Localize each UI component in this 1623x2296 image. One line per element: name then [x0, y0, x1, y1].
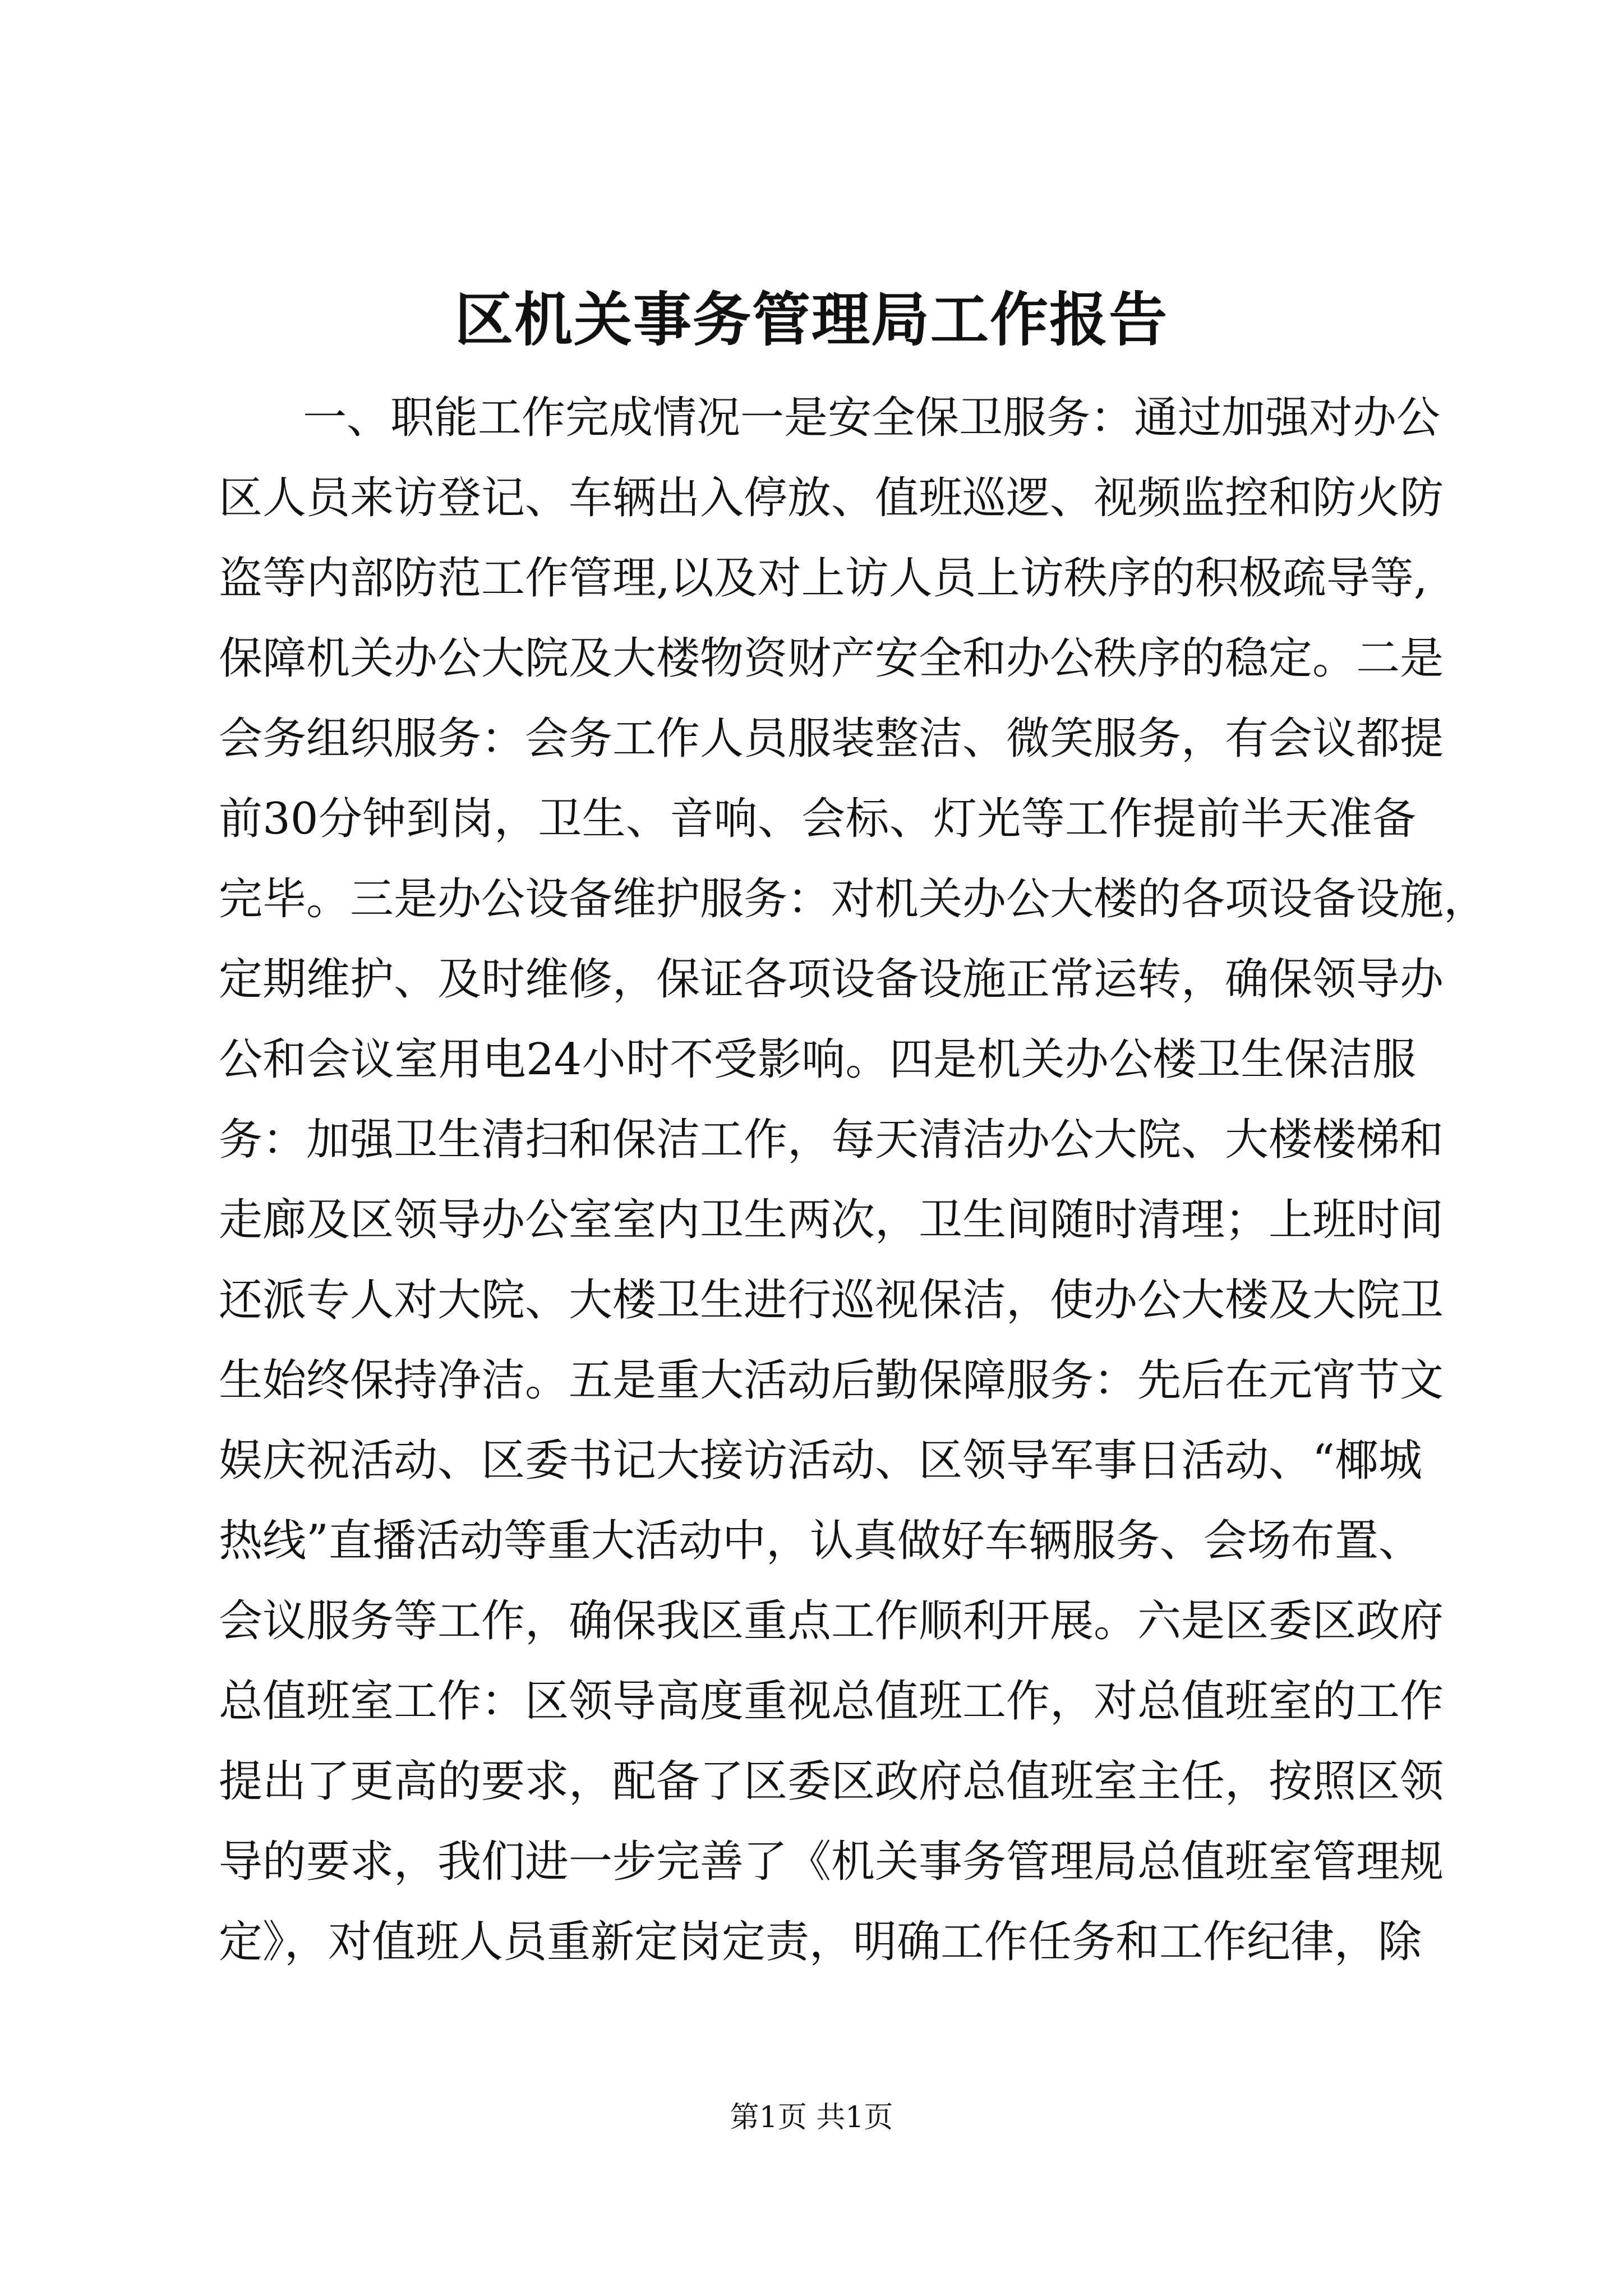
- body-line: 还派专人对大院、大楼卫生进行巡视保洁，使办公大楼及大院卫: [219, 1275, 1444, 1326]
- body-line: 一、职能工作完成情况一是安全保卫服务：通过加强对办公: [303, 393, 1441, 443]
- body-line: 总值班室工作：区领导高度重视总值班工作，对总值班室的工作: [219, 1676, 1444, 1727]
- body-line: 完毕。三是办公设备维护服务：对机关办公大楼的各项设备设施，: [219, 874, 1488, 924]
- body-line: 提出了更高的要求，配备了区委区政府总值班室主任，按照区领: [219, 1756, 1444, 1807]
- body-line: 前30分钟到岗，卫生、音响、会标、灯光等工作提前半天准备: [219, 794, 1416, 844]
- body-line: 走廊及区领导办公室室内卫生两次，卫生间随时清理；上班时间: [219, 1195, 1444, 1245]
- body-line: 定期维护、及时维修，保证各项设备设施正常运转，确保领导办: [219, 954, 1444, 1005]
- body-line: 区人员来访登记、车辆出入停放、值班巡逻、视频监控和防火防: [219, 473, 1444, 523]
- body-line: 公和会议室用电24小时不受影响。四是机关办公楼卫生保洁服: [219, 1034, 1416, 1085]
- body-line: 保障机关办公大院及大楼物资财产安全和办公秩序的稳定。二是: [219, 633, 1444, 684]
- body-line: 会务组织服务：会务工作人员服装整洁、微笑服务，有会议都提: [219, 714, 1444, 764]
- document-body: [219, 378, 1488, 1982]
- body-line: 热线”直播活动等重大活动中，认真做好车辆服务、会场布置、: [219, 1516, 1422, 1566]
- body-line: 定》，对值班人员重新定岗定责，明确工作任务和工作纪律，除: [219, 1917, 1422, 1967]
- body-line: 会议服务等工作，确保我区重点工作顺利开展。六是区委区政府: [219, 1596, 1444, 1646]
- body-line: 生始终保持净洁。五是重大活动后勤保障服务：先后在元宵节文: [219, 1355, 1444, 1406]
- document-title: 区机关事务管理局工作报告: [454, 285, 1168, 354]
- body-line: 娱庆祝活动、区委书记大接访活动、区领导军事日活动、“椰城: [219, 1435, 1422, 1486]
- body-line: 务：加强卫生清扫和保洁工作，每天清洁办公大院、大楼楼梯和: [219, 1115, 1444, 1165]
- body-line: 盗等内部防范工作管理,以及对上访人员上访秩序的积极疏导等,: [219, 553, 1428, 604]
- page-number: 第1页 共1页: [730, 2101, 893, 2134]
- body-line: 导的要求，我们进一步完善了《机关事务管理局总值班室管理规: [219, 1837, 1444, 1887]
